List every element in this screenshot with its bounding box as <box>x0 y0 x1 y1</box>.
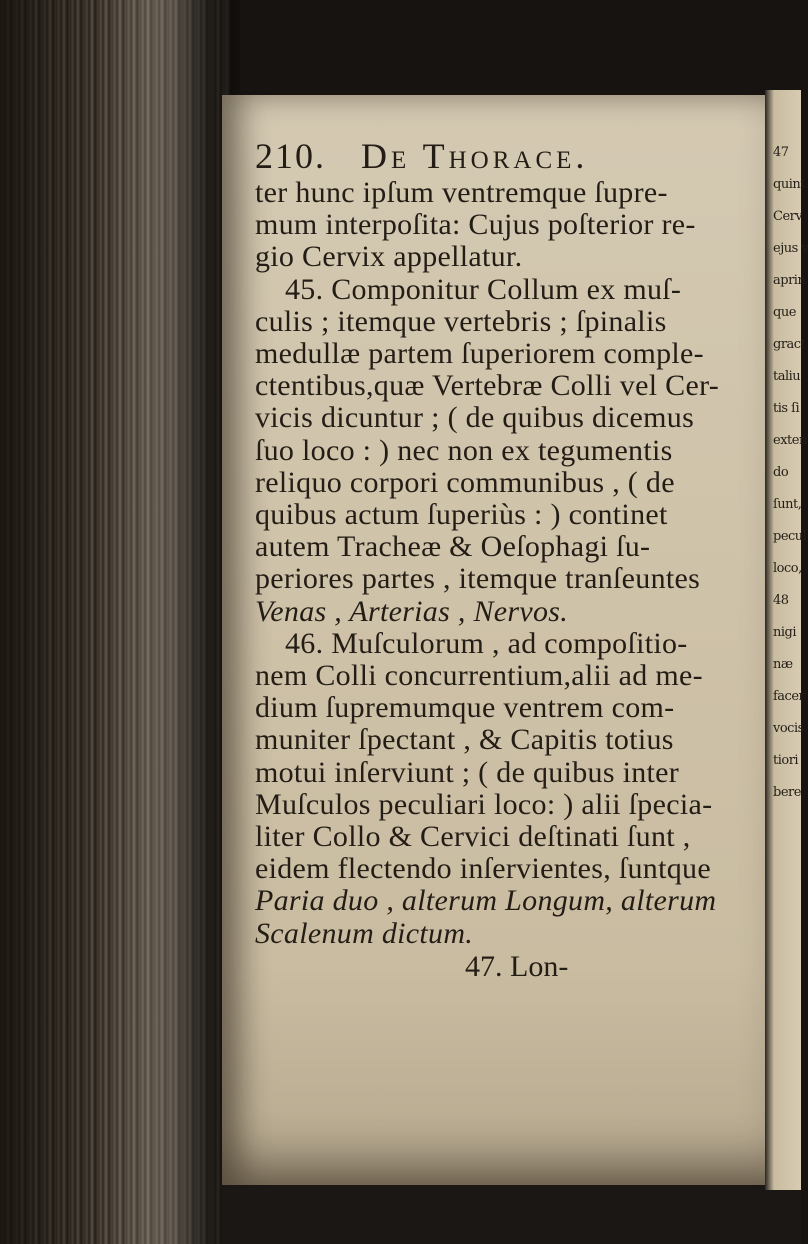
text-line: quibus actum ſuperiùs : ) continet <box>255 498 668 532</box>
page-title: De Thorace. <box>361 136 589 176</box>
page-number: 210. <box>255 136 326 176</box>
text-line: Paria duo , alterum Longum, alterum <box>255 884 717 918</box>
facing-page-line: 47 <box>773 145 789 160</box>
facing-page-line: Cerv <box>773 209 803 224</box>
text-line: Venas , Arterias , Nervos. <box>255 594 569 628</box>
page-text <box>255 135 770 984</box>
text-line: ter hunc ipſum ventremque ſupre- <box>255 176 668 209</box>
facing-page-line: pecul <box>773 529 807 544</box>
facing-page-line: loco, <box>773 561 802 576</box>
text-line: Muſculos peculiari loco: ) alii ſpecia- <box>255 787 713 821</box>
text-line: 46. Muſculorum , ad compoſitio- <box>285 626 688 660</box>
facing-page-line: exten <box>773 433 807 448</box>
facing-page-line: tiori <box>773 753 799 768</box>
text-line: ſuo loco : ) nec non ex tegumentis <box>255 433 673 467</box>
text-line: liter Collo & Cervici deſtinati ſunt , <box>255 820 691 854</box>
text-line: mum interpoſita: Cujus poſterior re- <box>255 208 696 242</box>
text-line: ctentibus,quæ Vertebræ Colli vel Cer- <box>255 369 720 403</box>
text-line: muniter ſpectant , & Capitis totius <box>255 723 674 757</box>
facing-page-line: que <box>773 305 796 320</box>
text-line: periores partes , itemque tranſeuntes <box>255 562 701 596</box>
facing-page-line: gract <box>773 337 806 352</box>
facing-page-line: quint <box>773 177 805 192</box>
text-line: medullæ partem ſuperiorem comple- <box>255 337 704 371</box>
facing-page-line: 48 <box>773 593 789 608</box>
text-line: reliquo corpori communibus , ( de <box>255 465 675 499</box>
body-text <box>255 177 770 950</box>
text-line: motui inſerviunt ; ( de quibus inter <box>255 755 680 789</box>
text-line: eidem flectendo inſervientes, ſuntque <box>255 852 711 886</box>
bottom-shadow <box>222 1185 801 1244</box>
text-line: Scalenum dictum. <box>255 916 474 950</box>
text-line: culis ; itemque vertebris ; ſpinalis <box>255 304 667 338</box>
text-line: autem Tracheæ & Oeſophagi ſu- <box>255 530 651 564</box>
text-line: 45. Componitur Collum ex muſ- <box>285 272 682 306</box>
facing-page-fragment <box>765 90 808 1190</box>
facing-page-line: nigi <box>773 625 797 640</box>
facing-page-line: ſunt, <box>773 497 802 512</box>
facing-page-line: facer <box>773 689 805 704</box>
facing-page-line: do <box>773 465 789 480</box>
text-line: dium ſupremumque ventrem com- <box>255 691 675 725</box>
facing-page-line: ejus v <box>773 241 808 256</box>
text-line: vicis dicuntur ; ( de quibus dicemus <box>255 401 695 435</box>
facing-page-line: næ <box>773 657 793 672</box>
text-line: nem Colli concurrentium,alii ad me- <box>255 659 703 693</box>
running-header <box>255 135 770 177</box>
facing-page-line: taliu <box>773 369 801 384</box>
facing-page-line: aprin <box>773 273 806 288</box>
catchword: 47. Lon- <box>465 949 569 983</box>
facing-page-line: tis ſi <box>773 401 800 416</box>
facing-page-line: bere <box>773 785 801 800</box>
facing-page-line: vocis <box>773 721 804 736</box>
text-line: gio Cervix appellatur. <box>255 240 523 274</box>
